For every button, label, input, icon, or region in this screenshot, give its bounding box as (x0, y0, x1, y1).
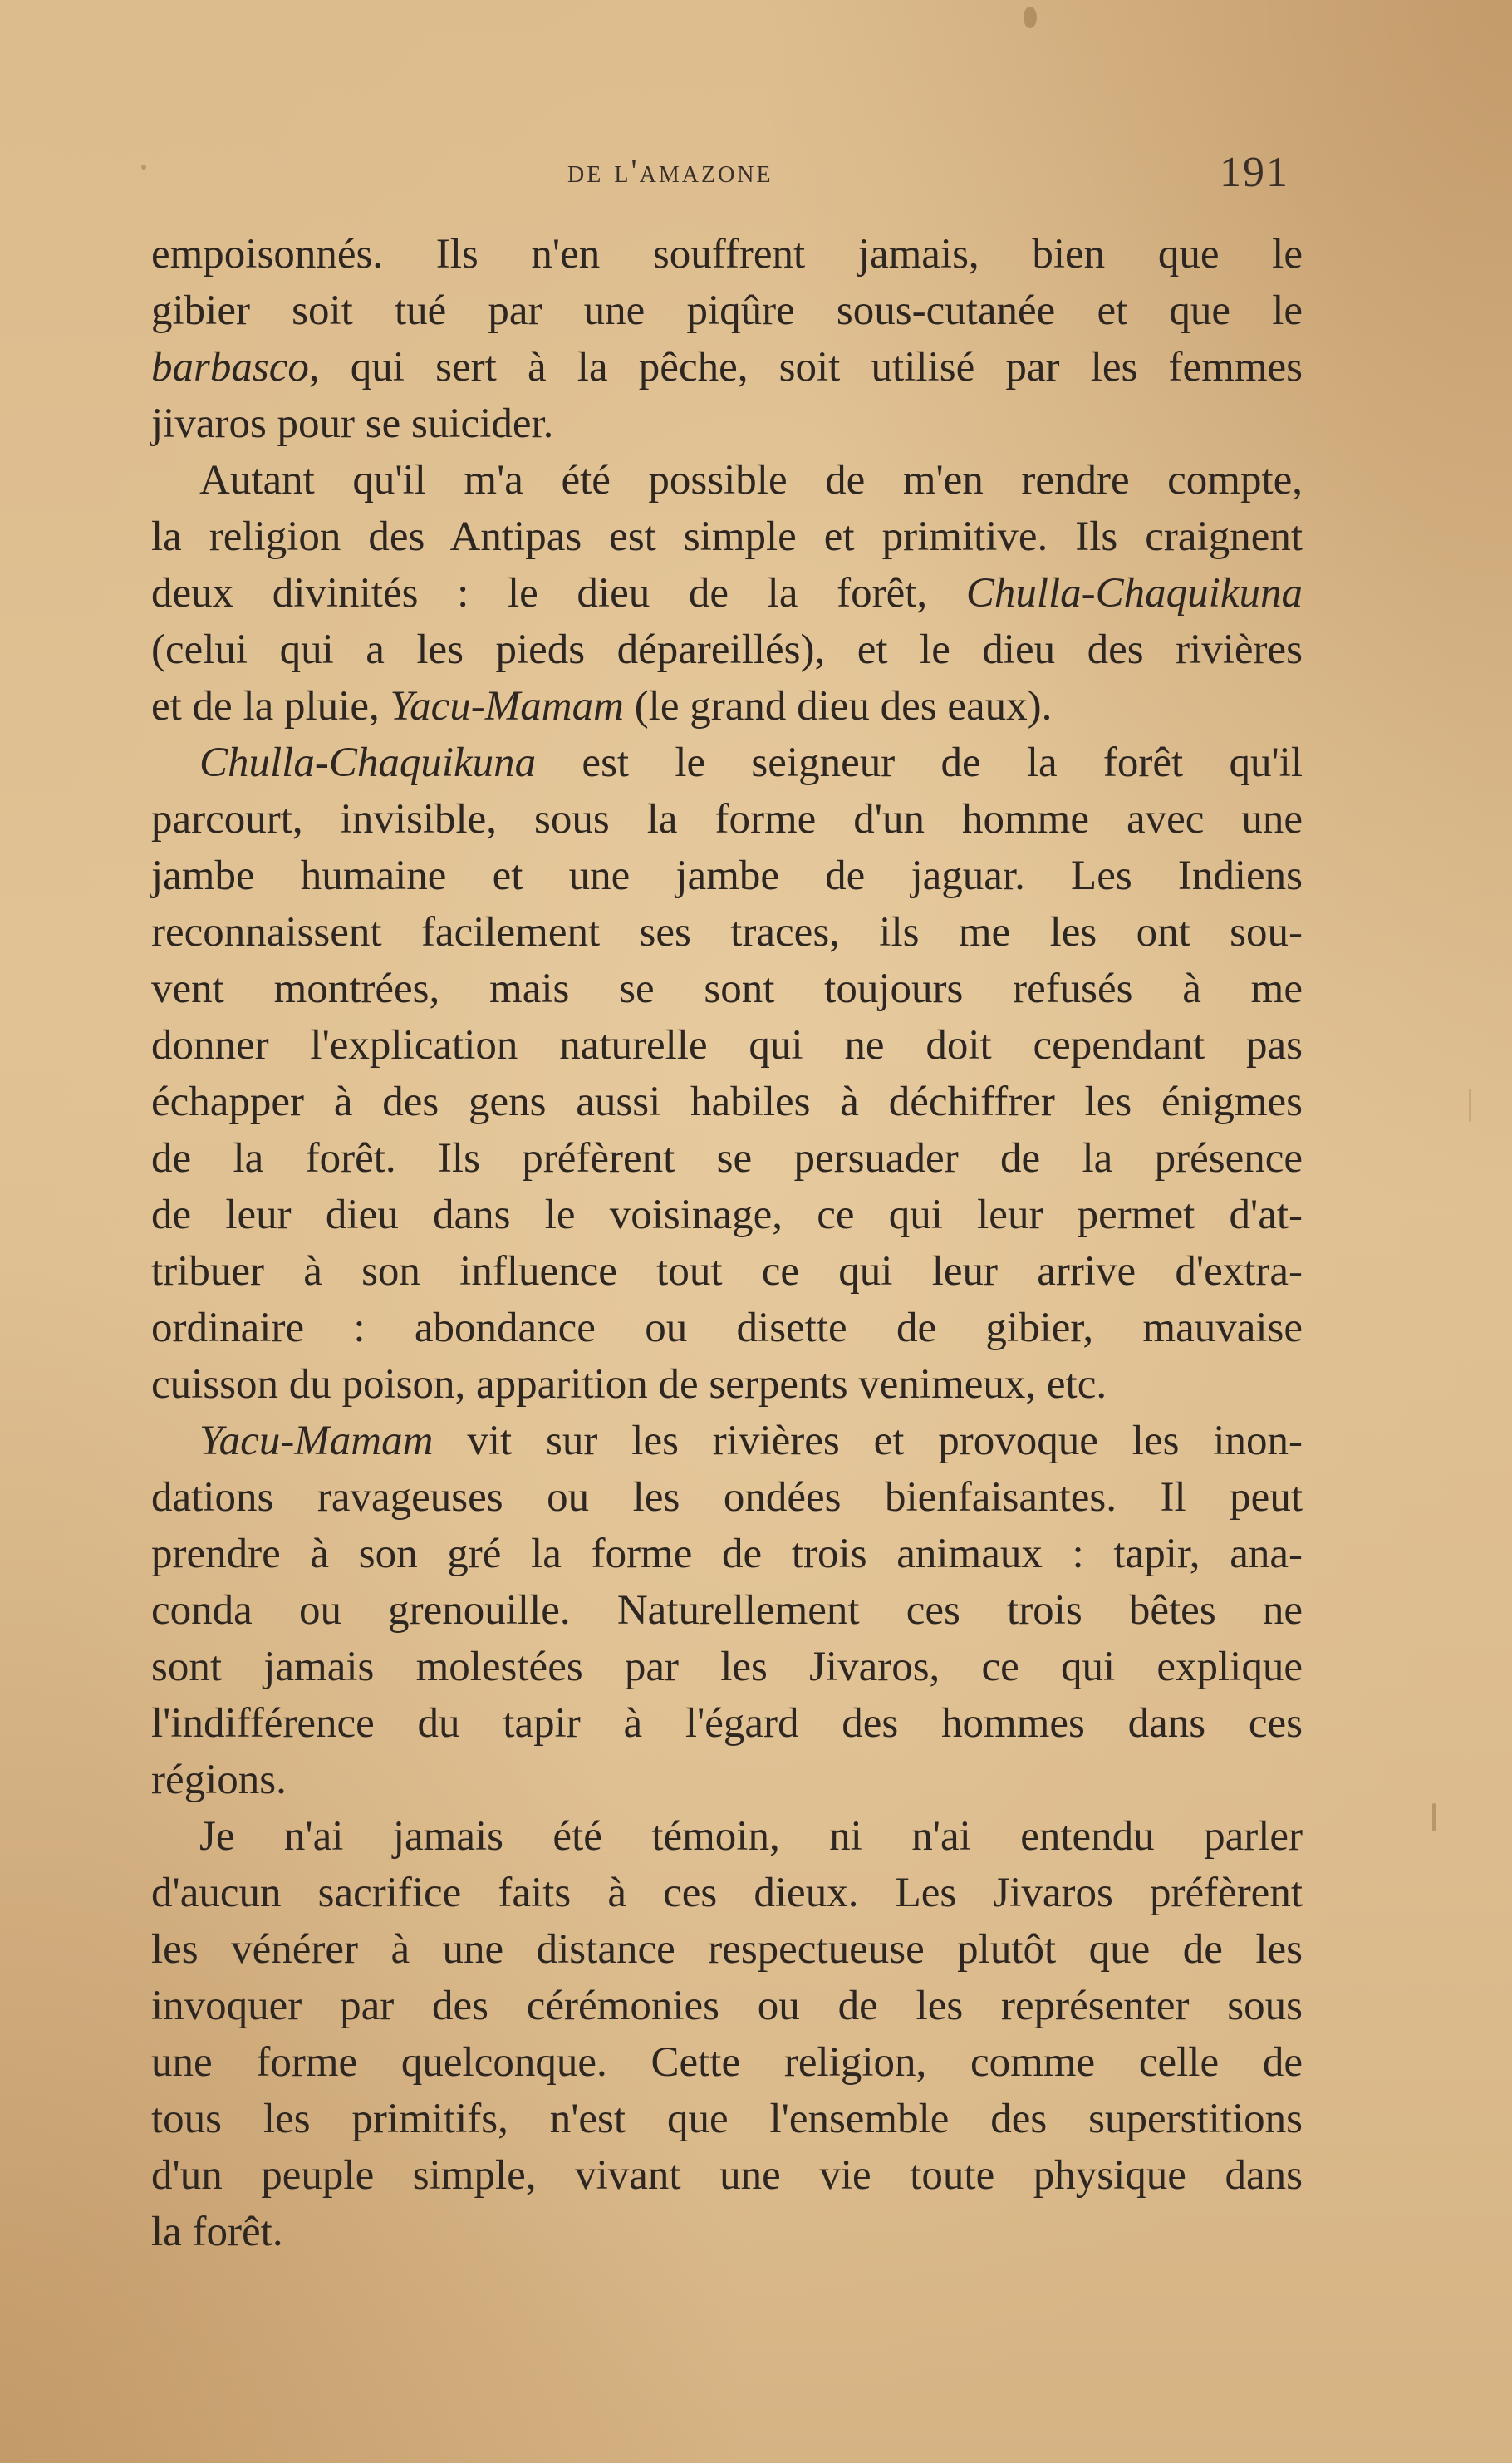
text-segment: la forêt. (151, 2209, 283, 2255)
text-segment: régions. (151, 1757, 287, 1803)
text-segment: conda ou grenouille. Naturellement ces trois bêtes ne (151, 1587, 1303, 1634)
text-line (151, 1413, 1303, 1469)
text-line (151, 1695, 1303, 1752)
text-line (151, 226, 1303, 283)
text-line (151, 1808, 1303, 1865)
text-segment: (celui qui a les pieds dépareillés), et le dieu des rivières (151, 627, 1303, 673)
text-segment: et de la pluie, (151, 683, 390, 730)
text-line (151, 904, 1303, 961)
text-line (151, 1300, 1303, 1356)
italic-term: Chulla-Chaquikuna (199, 740, 537, 786)
text-line (151, 1526, 1303, 1582)
text-line (151, 565, 1303, 622)
text-line (151, 848, 1303, 904)
text-line (151, 509, 1303, 565)
text-segment: vent montrées, mais se sont toujours refusés à me (151, 966, 1303, 1012)
text-line (151, 678, 1303, 735)
text-line (151, 622, 1303, 678)
text-line (151, 283, 1303, 339)
text-line (151, 1978, 1303, 2034)
text-segment: (le grand dieu des eaux). (623, 683, 1053, 730)
text-segment: tous les primitifs, n'est que l'ensemble des superstitions (151, 2096, 1303, 2142)
text-segment: vit sur les rivières et provoque les inon- (433, 1418, 1303, 1464)
text-segment: deux divinités : le dieu de la forêt, (151, 570, 966, 617)
text-segment: les vénérer à une distance respectueuse plutôt que de les (151, 1926, 1303, 1973)
text-line (151, 2147, 1303, 2204)
text-segment: de leur dieu dans le voisinage, ce qui leur permet d'at- (151, 1192, 1303, 1238)
text-line (151, 1187, 1303, 1243)
text-line (151, 339, 1303, 396)
text-segment: l'indifférence du tapir à l'égard des hommes dans ces (151, 1700, 1303, 1747)
text-segment: de la forêt. Ils préfèrent se persuader de la présence (151, 1135, 1303, 1182)
text-segment: invoquer par des cérémonies ou de les représenter sous (151, 1983, 1303, 2029)
italic-term: barbasco (151, 344, 309, 391)
paper-speck (1024, 7, 1037, 28)
text-line (151, 791, 1303, 848)
running-title: de l'amazone (567, 152, 773, 189)
text-line (151, 452, 1303, 509)
text-segment: empoisonnés. Ils n'en souffrent jamais, bien que le (151, 231, 1303, 278)
text-line (151, 1752, 1303, 1808)
text-line (151, 396, 1303, 452)
italic-term: Chulla-Chaquikuna (965, 570, 1303, 617)
text-line (151, 1074, 1303, 1130)
text-line (151, 1921, 1303, 1978)
text-segment: reconnaissent facilement ses traces, ils me les ont sou- (151, 909, 1303, 956)
italic-term: Yacu-Mamam (199, 1418, 434, 1464)
text-segment: parcourt, invisible, sous la forme d'un homme avec une (151, 796, 1303, 843)
text-line (151, 1356, 1303, 1413)
text-segment: une forme quelconque. Cette religion, comme celle de (151, 2039, 1303, 2086)
page-header (0, 148, 1512, 198)
text-segment: est le seigneur de la forêt qu'il (536, 740, 1303, 786)
text-segment: la religion des Antipas est simple et primitive. Ils craignent (151, 514, 1303, 560)
text-segment: dations ravageuses ou les ondées bienfaisantes. Il peut (151, 1474, 1303, 1521)
text-segment: échapper à des gens aussi habiles à déchiffrer les énigmes (151, 1079, 1303, 1125)
text-line (151, 1469, 1303, 1526)
text-segment: tribuer à son influence tout ce qui leur arrive d'extra- (151, 1248, 1303, 1295)
paper-speck (1469, 1089, 1471, 1122)
text-line (151, 735, 1303, 791)
text-segment: donner l'explication naturelle qui ne doit cependant pas (151, 1022, 1303, 1069)
text-segment: jivaros pour se suicider. (151, 401, 554, 447)
text-line (151, 961, 1303, 1017)
text-line (151, 2034, 1303, 2091)
text-line (151, 1582, 1303, 1639)
text-line (151, 2091, 1303, 2147)
text-segment: Je n'ai jamais été témoin, ni n'ai entendu parler (199, 1813, 1303, 1860)
text-segment: d'un peuple simple, vivant une vie toute physique dans (151, 2152, 1303, 2199)
text-line (151, 1243, 1303, 1300)
text-line (151, 1865, 1303, 1921)
paper-speck (141, 165, 146, 170)
text-segment: Autant qu'il m'a été possible de m'en rendre compte, (199, 457, 1303, 504)
text-line (151, 1130, 1303, 1187)
text-segment: sont jamais molestées par les Jivaros, ce qui explique (151, 1644, 1303, 1690)
text-segment: gibier soit tué par une piqûre sous-cutanée et que le (151, 288, 1303, 334)
page-number: 191 (1220, 149, 1289, 196)
text-segment: prendre à son gré la forme de trois animaux : tapir, ana- (151, 1531, 1303, 1577)
text-line (151, 1017, 1303, 1074)
text-segment: d'aucun sacrifice faits à ces dieux. Les Jivaros préfèrent (151, 1870, 1303, 1916)
text-line (151, 2204, 1303, 2260)
text-line (151, 1639, 1303, 1695)
text-segment: jambe humaine et une jambe de jaguar. Les Indiens (151, 853, 1303, 899)
paper-speck (1432, 1803, 1436, 1831)
text-segment: ordinaire : abondance ou disette de gibier, mauvaise (151, 1305, 1303, 1351)
text-segment: , qui sert à la pêche, soit utilisé par les femmes (308, 344, 1303, 391)
body-text (151, 226, 1303, 2260)
text-segment: cuisson du poison, apparition de serpents venimeux, etc. (151, 1361, 1107, 1408)
italic-term: Yacu-Mamam (390, 683, 624, 730)
